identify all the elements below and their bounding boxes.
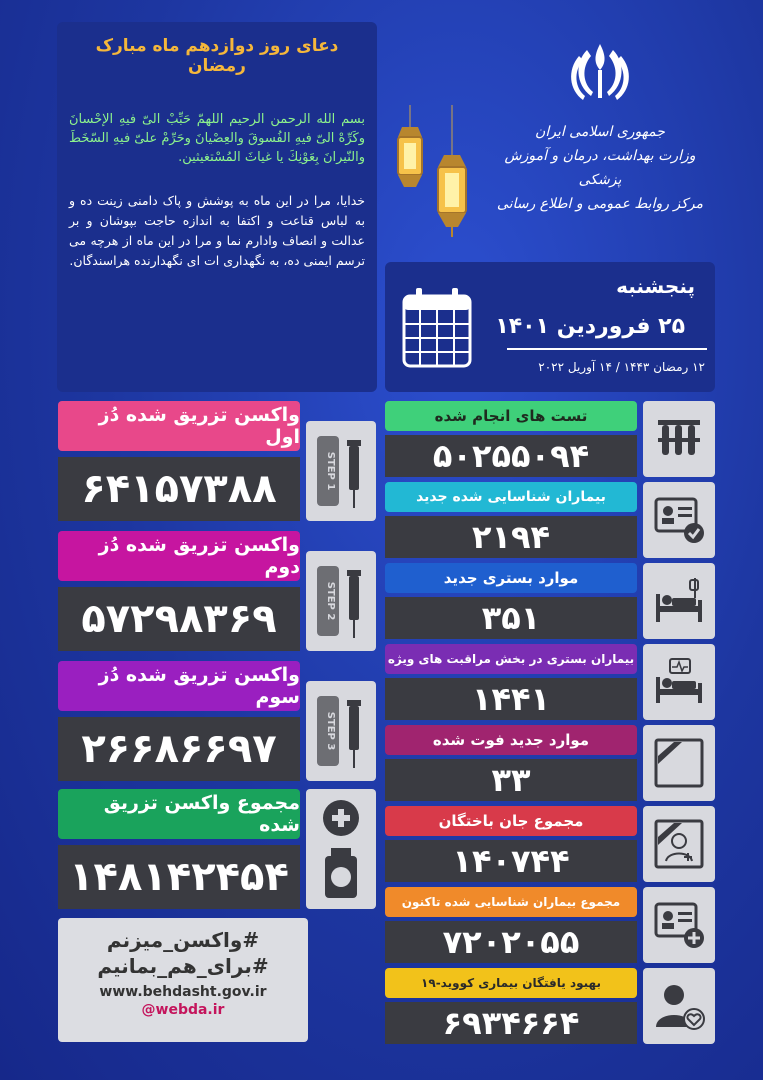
vaccine-label-1: واکسن تزریق شده دُز اول xyxy=(58,401,300,451)
stat-value-5: ۳۳ xyxy=(385,759,637,801)
stat-value-8: ۶۹۳۴۶۶۴ xyxy=(385,1002,637,1044)
website-link[interactable]: www.behdasht.gov.ir xyxy=(99,984,267,1000)
vaccine-value-1: ۶۴۱۵۷۳۸۸ xyxy=(58,457,300,521)
hashtag-vaccinate: #واکسن_میزنم xyxy=(106,928,260,952)
stat-label-4: بیماران بستری در بخش مراقبت های ویژه xyxy=(385,644,637,674)
date-solar: ۲۵ فروردین ۱۴۰۱ xyxy=(495,314,685,339)
syringe-step1-icon xyxy=(306,421,376,521)
vaccine-value-4: ۱۴۸۱۴۲۴۵۴ xyxy=(58,845,300,909)
stat-label-3: موارد بستری جدید xyxy=(385,563,637,593)
prayer-arabic-text: بسم الله الرحمن الرحيم اللهمّ حَبِّبْ الىّ فيهِ الإحْسانَ وكَرِّهْ الىّ فيهِ الفُسوقَ والعِصْيانَ وحَرِّمْ علىّ فيهِ السّخَطَ والنّيرانَ بِعَوْنِكَ يا غياثَ المُسْتغيثين. xyxy=(69,112,365,165)
hashtag-box xyxy=(58,918,308,1042)
stat-label-5: موارد جدید فوت شده xyxy=(385,725,637,755)
ramadan-prayer-box xyxy=(57,22,377,392)
stat-value-7: ۷۲۰۲۰۵۵ xyxy=(385,921,637,963)
date-weekday: پنجشنبه xyxy=(616,274,695,298)
stat-label-7: مجموع بیماران شناسایی شده تاکنون xyxy=(385,887,637,917)
prayer-persian-text: خدايا، مرا در اين ماه به پوشش و پاک دامنی زينت ده و به لباس قناعت و اکتفا به اندازه حاجت بپوشان و بر عدالت و انصاف وادارم نما و مرا در اين ماه از هرچه می ترسم ايمنی ده، به نگهداری ات ای نگهدارنده هراسندگان. xyxy=(69,193,365,268)
svg-text:STEP 3: STEP 3 xyxy=(325,711,336,751)
syringe-step2-icon xyxy=(306,551,376,651)
ramadan-lanterns-icon xyxy=(390,105,480,245)
syringe-step3-icon xyxy=(306,681,376,781)
stat-value-2: ۲۱۹۴ xyxy=(385,516,637,558)
vaccine-value-2: ۵۷۲۹۸۳۶۹ xyxy=(58,587,300,651)
patient-card-check-icon xyxy=(643,482,715,558)
person-heart-icon xyxy=(643,968,715,1044)
stat-value-4: ۱۴۴۱ xyxy=(385,678,637,720)
stat-value-6: ۱۴۰۷۴۴ xyxy=(385,840,637,882)
hospital-bed-icon xyxy=(643,563,715,639)
ministry-line-3: مرکز روابط عمومی و اطلاع رسانی xyxy=(496,196,704,212)
prayer-title: دعای روز دوازدهم ماه مبارک رمضان xyxy=(95,36,339,76)
patient-card-plus-icon xyxy=(643,887,715,963)
person-mourning-icon xyxy=(643,806,715,882)
date-divider xyxy=(507,348,707,350)
ministry-line-1: جمهوری اسلامی ایران xyxy=(535,124,665,140)
vaccine-vial-plus-icon xyxy=(306,789,376,909)
svg-text:STEP 2: STEP 2 xyxy=(325,581,336,621)
stat-label-8: بهبود یافتگان بیماری کووید-۱۹ xyxy=(385,968,637,998)
vaccine-label-2: واکسن تزریق شده دُز دوم xyxy=(58,531,300,581)
date-lunar-gregorian: ۱۲ رمضان ۱۴۴۳ / ۱۴ آوریل ۲۰۲۲ xyxy=(538,360,705,374)
vaccine-label-4: مجموع واکسن تزریق شده xyxy=(58,789,300,839)
iran-emblem-icon xyxy=(565,40,635,104)
stat-value-1: ۵۰۲۵۵۰۹۴ xyxy=(385,435,637,477)
calendar-icon xyxy=(400,286,475,372)
stat-label-6: مجموع جان باختگان xyxy=(385,806,637,836)
ministry-line-2: وزارت بهداشت، درمان و آموزش پزشکی xyxy=(504,148,696,188)
vaccine-label-3: واکسن تزریق شده دُز سوم xyxy=(58,661,300,711)
mourning-ribbon-icon xyxy=(643,725,715,801)
hashtag-stay-together: #برای_هم_بمانیم xyxy=(97,954,269,978)
svg-text:STEP 1: STEP 1 xyxy=(325,451,336,491)
ministry-header xyxy=(485,40,715,240)
stat-label-1: تست های انجام شده xyxy=(385,401,637,431)
vaccine-value-3: ۲۶۶۸۶۶۹۷ xyxy=(58,717,300,781)
stat-value-3: ۳۵۱ xyxy=(385,597,637,639)
instagram-handle[interactable]: @webda.ir xyxy=(141,1002,225,1018)
icu-bed-icon xyxy=(643,644,715,720)
stat-label-2: بیماران شناسایی شده جدید xyxy=(385,482,637,512)
test-tubes-icon xyxy=(643,401,715,477)
